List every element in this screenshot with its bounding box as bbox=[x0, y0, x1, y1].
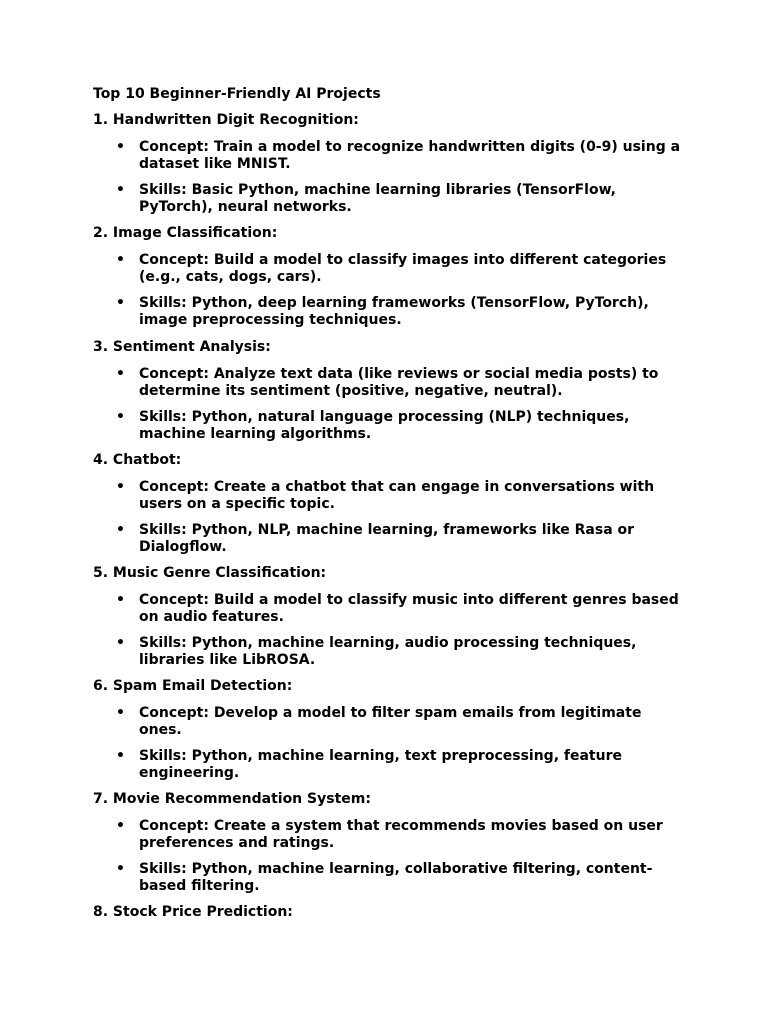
section-2 bbox=[93, 225, 693, 329]
list-item bbox=[93, 635, 687, 669]
bullet-list bbox=[93, 252, 693, 329]
bullet-icon: • bbox=[116, 635, 125, 651]
bullet-text: Skills: Python, natural language processing (NLP) techniques, machine learning algorithms. bbox=[139, 409, 630, 442]
bullet-list bbox=[93, 479, 693, 556]
bullet-list bbox=[93, 366, 693, 443]
bullet-text: Concept: Analyze text data (like reviews or social media posts) to determine its sentiment (positive, negative, neutral). bbox=[139, 366, 659, 399]
list-item bbox=[93, 139, 687, 173]
bullet-text: Concept: Create a system that recommends movies based on user preferences and ratings. bbox=[139, 818, 663, 851]
section-heading: 6. Spam Email Detection: bbox=[93, 678, 293, 694]
bullet-text: Concept: Create a chatbot that can engage in conversations with users on a specific topic. bbox=[139, 479, 655, 512]
list-item bbox=[93, 705, 687, 739]
bullet-icon: • bbox=[116, 592, 125, 608]
section-3 bbox=[93, 339, 693, 443]
bullet-icon: • bbox=[116, 252, 125, 268]
bullet-icon: • bbox=[116, 705, 125, 721]
bullet-text: Concept: Train a model to recognize handwritten digits (0-9) using a dataset like MNIST. bbox=[139, 139, 681, 172]
bullet-list bbox=[93, 818, 693, 895]
bullet-icon: • bbox=[116, 366, 125, 382]
bullet-icon: • bbox=[116, 139, 125, 155]
section-heading: 5. Music Genre Classification: bbox=[93, 565, 327, 581]
bullet-icon: • bbox=[116, 295, 125, 311]
list-item bbox=[93, 592, 687, 626]
list-item bbox=[93, 522, 687, 556]
section-heading: 3. Sentiment Analysis: bbox=[93, 339, 271, 355]
section-5 bbox=[93, 565, 693, 669]
bullet-text: Concept: Develop a model to filter spam emails from legitimate ones. bbox=[139, 705, 642, 738]
bullet-text: Skills: Python, machine learning, audio processing techniques, libraries like LibROSA. bbox=[139, 635, 637, 668]
section-heading: 7. Movie Recommendation System: bbox=[93, 791, 371, 807]
section-7 bbox=[93, 791, 693, 895]
list-item bbox=[93, 252, 687, 286]
bullet-text: Skills: Basic Python, machine learning libraries (TensorFlow, PyTorch), neural networks. bbox=[139, 182, 616, 215]
bullet-text: Skills: Python, deep learning frameworks (TensorFlow, PyTorch), image preprocessing techniques. bbox=[139, 295, 649, 328]
section-6 bbox=[93, 678, 693, 782]
section-heading: 1. Handwritten Digit Recognition: bbox=[93, 112, 359, 128]
bullet-text: Skills: Python, NLP, machine learning, frameworks like Rasa or Dialogflow. bbox=[139, 522, 635, 555]
section-8 bbox=[93, 904, 693, 921]
list-item bbox=[93, 409, 687, 443]
list-item bbox=[93, 861, 687, 895]
section-heading: 4. Chatbot: bbox=[93, 452, 182, 468]
bullet-icon: • bbox=[116, 479, 125, 495]
list-item bbox=[93, 295, 687, 329]
bullet-text: Skills: Python, machine learning, collaborative filtering, content-based filtering. bbox=[139, 861, 653, 894]
document-title: Top 10 Beginner-Friendly AI Projects bbox=[93, 86, 381, 102]
list-item bbox=[93, 479, 687, 513]
bullet-icon: • bbox=[116, 748, 125, 764]
bullet-icon: • bbox=[116, 818, 125, 834]
bullet-icon: • bbox=[116, 522, 125, 538]
bullet-text: Concept: Build a model to classify music into different genres based on audio features. bbox=[139, 592, 679, 625]
bullet-icon: • bbox=[116, 861, 125, 877]
list-item bbox=[93, 748, 687, 782]
bullet-list bbox=[93, 592, 693, 669]
bullet-icon: • bbox=[116, 182, 125, 198]
list-item bbox=[93, 182, 687, 216]
section-heading: 8. Stock Price Prediction: bbox=[93, 904, 293, 920]
bullet-text: Concept: Build a model to classify images into different categories (e.g., cats, dogs, cars). bbox=[139, 252, 667, 285]
list-item bbox=[93, 366, 687, 400]
section-1 bbox=[93, 112, 693, 216]
bullet-list bbox=[93, 705, 693, 782]
section-4 bbox=[93, 452, 693, 556]
bullet-text: Skills: Python, machine learning, text preprocessing, feature engineering. bbox=[139, 748, 622, 781]
section-heading: 2. Image Classification: bbox=[93, 225, 278, 241]
list-item bbox=[93, 818, 687, 852]
bullet-icon: • bbox=[116, 409, 125, 425]
bullet-list bbox=[93, 139, 693, 216]
